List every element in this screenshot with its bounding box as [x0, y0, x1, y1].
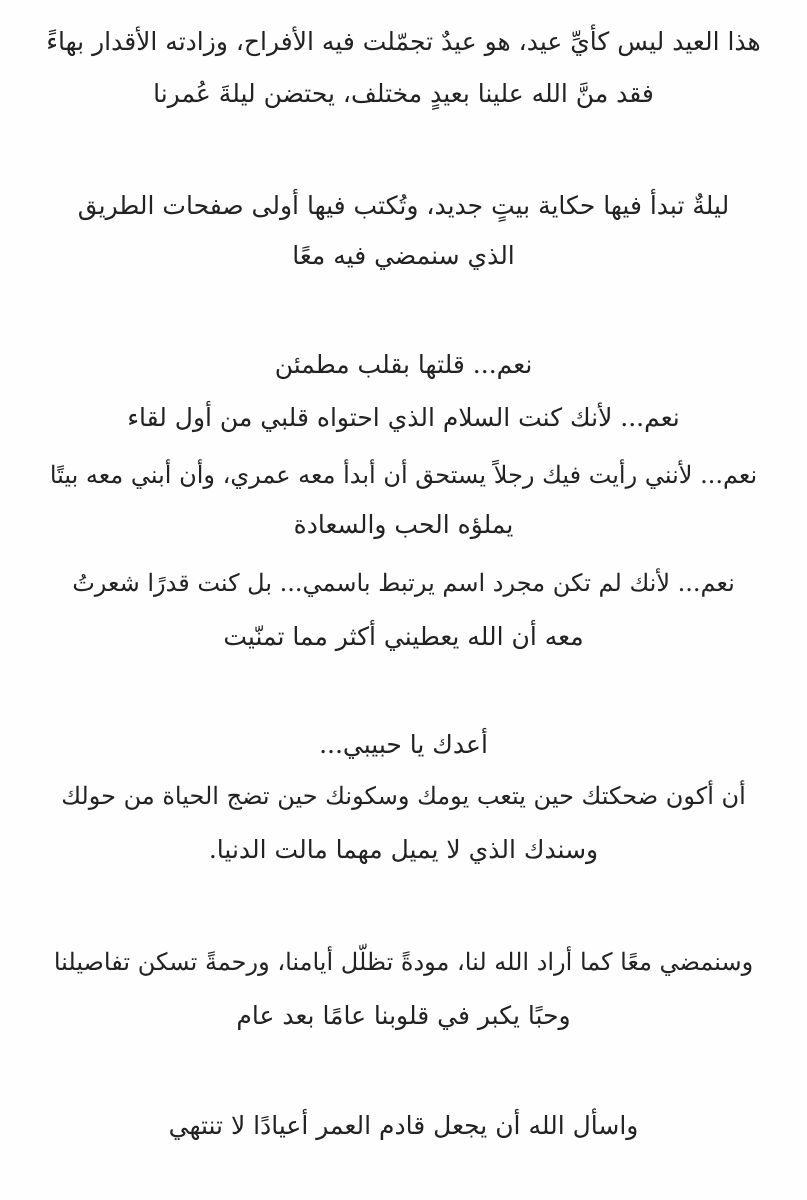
text-line: وحبًا يكبر في قلوبنا عامًا بعد عام	[236, 1001, 571, 1030]
text-line: وسندك الذي لا يميل مهما مالت الدنيا.	[208, 835, 599, 864]
text-line: نعم... قلتها بقلب مطمئن	[274, 350, 533, 379]
text-line: نعم... لأنني رأيت فيك رجلاً يستحق أن أبدأ معه عمري، وأن أبني معه بيتًا	[49, 461, 758, 489]
text-line: واسأل الله أن يجعل قادم العمر أعيادًا لا تنتهي	[168, 1111, 639, 1140]
text-line: هذا العيد ليس كأيِّ عيد، هو عيدٌ تجمّلت فيه الأفراح، وزادته الأقدار بهاءً	[46, 27, 761, 56]
text-line: وسنمضي معًا كما أراد الله لنا، مودةً تظلّل أيامنا، ورحمةً تسكن تفاصيلنا	[53, 948, 754, 976]
text-line: نعم... لأنك لم تكن مجرد اسم يرتبط باسمي... بل كنت قدرًا شعرتُ	[72, 569, 735, 597]
text-line: نعم... لأنك كنت السلام الذي احتواه قلبي من أول لقاء	[127, 403, 680, 432]
text-line: أعدك يا حبيبي...	[319, 730, 488, 759]
text-line: يملؤه الحب والسعادة	[293, 510, 514, 539]
text-line: الذي سنمضي فيه معًا	[292, 241, 515, 270]
text-line: معه أن الله يعطيني أكثر مما تمنّيت	[223, 622, 584, 651]
text-line: فقد منَّ الله علينا بعيدٍ مختلف، يحتضن ليلةَ عُمرنا	[153, 79, 654, 108]
text-line: ليلةٌ تبدأ فيها حكاية بيتٍ جديد، وتُكتب فيها أولى صفحات الطريق	[77, 191, 730, 220]
text-line: أن أكون ضحكتك حين يتعب يومك وسكونك حين تضج الحياة من حولك	[61, 782, 746, 810]
